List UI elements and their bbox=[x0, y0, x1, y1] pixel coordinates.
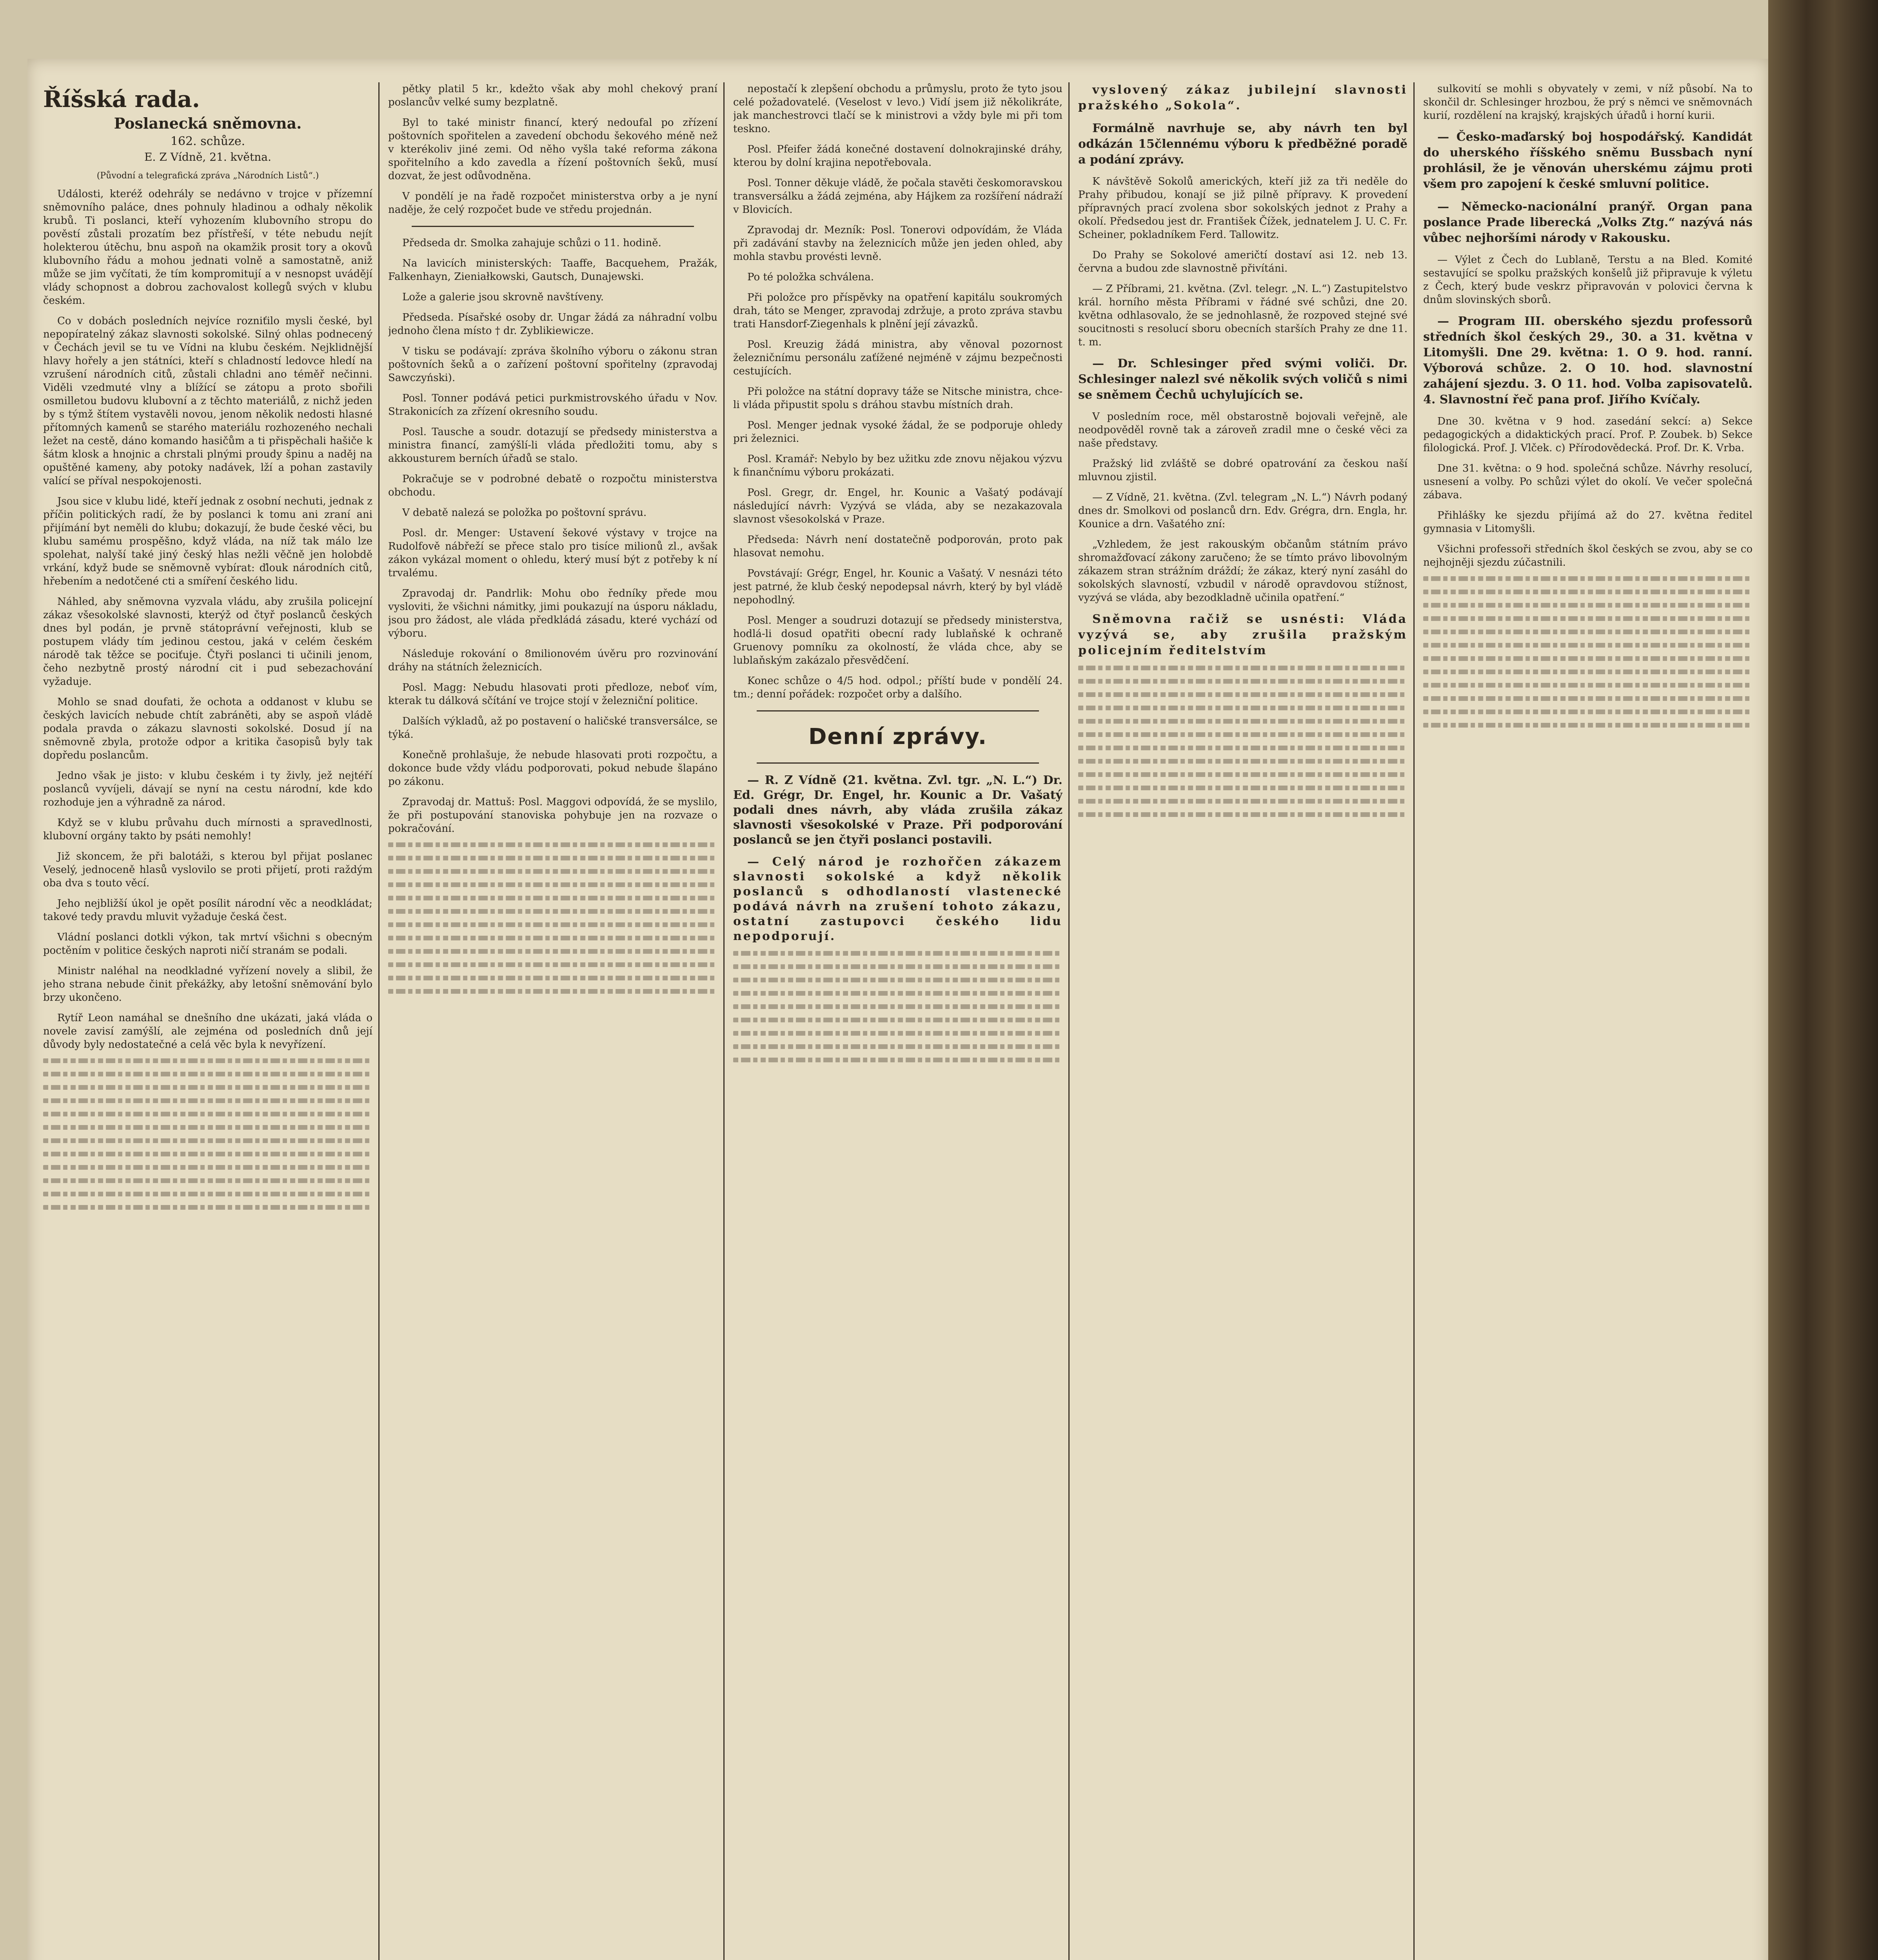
column-4 bbox=[1078, 82, 1408, 1960]
column-divider bbox=[723, 82, 725, 1960]
column-3 bbox=[733, 82, 1063, 1960]
article-paragraph: Na lavicích ministerských: Taaffe, Bacquehem, Pražák, Falkenhayn, Zieniałkowski, Gautsch, Dunajewski. bbox=[388, 258, 717, 283]
article-paragraph: Posl. Tonner podává petici purkmistrovského úřadu v Nov. Strakonicích za zřízení okresního soudu. bbox=[388, 392, 717, 417]
section-subtitle: Poslanecká sněmovna. bbox=[114, 114, 302, 132]
article-paragraph: K návštěvě Sokolů amerických, kteří již za tři neděle do Prahy přibudou, konají se již pilně přípravy. K provedení přípravných prací zvolena sbor sokolských jednot z Prahy a okolí. Předsedou jest dr. František Čížek, jednatelem J. U. C. Fr. Scheiner, pokladníkem Ferd. Tallowitz. bbox=[1078, 176, 1408, 241]
article-paragraph: V tisku se podávají: zpráva školního výboru o zákonu stran poštovních šeků a o zařízení poštovní spořitelny (zpravodaj Sawczyński). bbox=[388, 345, 717, 384]
article-paragraph: Jeho nejbližší úkol je opět posílit národní věc a neodkládat; takové tedy pravdu mluvit vyžaduje česká čest. bbox=[43, 898, 372, 923]
article-paragraph: Posl. Menger jednak vysoké žádal, že se podporuje ohledy pri železnici. bbox=[733, 419, 1063, 445]
column-1 bbox=[43, 82, 372, 1960]
news-lead: — R. Z Vídně (21. května. Zvl. tgr. „N. L.“) Dr. Ed. Grégr, Dr. Engel, hr. Kounic a Dr. Vašatý podali dnes návrh, aby vláda zrušila zákaz slavnosti všesokolské v Praze. Při podporování poslanců se jen čtyři poslanci postavili. bbox=[733, 773, 1063, 847]
article-paragraph: Předseda: Návrh není dostatečně podporován, proto pak hlasovat nemohu. bbox=[733, 534, 1063, 559]
article-paragraph: — Německo-nacionální pranýř. Organ pana poslance Prade liberecká „Volks Ztg.“ nazývá nás vůbec nejhoršími národy v Rakousku. bbox=[1423, 200, 1753, 245]
article-paragraph: Následuje rokování o 8milionovém úvěru pro rozvinování dráhy na státních železnicích. bbox=[388, 648, 717, 673]
column-divider bbox=[1068, 82, 1070, 1960]
section-title: Říšská rada. bbox=[43, 86, 200, 113]
article-paragraph: Události, kteréž odehrály se nedávno v trojce v přízemní sněmovního paláce, dnes pohnuly hladinou a odhaly několik krubů. Ti poslanci, kteří vyhozením klubovního stropu do pověstí zůstali prozatím bez přístřeší, v téte nebudu nejít holekterou útěchu, bnu aspoň na okamžik prosit tory a okovů klubovního řádu a mohou jednati volně a samostatně, aniž může se jim vyčítati, že tím kompromitují a v nesnopst uvádějí vlády schopnost a dobrou zachovalost kollegů svých v klubu českém. bbox=[43, 188, 372, 307]
article-paragraph: Po té položka schválena. bbox=[747, 271, 874, 283]
news-lead: — Celý národ je rozhořčen zákazem slavnosti sokolské a když několik poslanců s odhodlaností vlastenecké podává návrh na zrušení tohoto zákazu, ostatní zastupovci českého lidu nepodporují. bbox=[733, 855, 1063, 943]
article-paragraph: Konečně prohlašuje, že nebude hlasovati proti rozpočtu, a dokonce bude vždy vládu podporovati, pokud nebude šlapáno po zákonu. bbox=[388, 749, 717, 788]
article-paragraph: Mohlo se snad doufati, že ochota a oddanost v klubu se českých lavicích nebude chtít zabráněti, aby se aspoň vládě podala pravda o zákazu slavnosti sokolské. Dosud jí na sněmovně zbyla, protože odpor a kritika časopisů byly tak dopředu poslancům. bbox=[43, 696, 372, 761]
column-2 bbox=[388, 82, 717, 1960]
article-paragraph: Zpravodaj dr. Mattuš: Posl. Maggovi odpovídá, že se myslilo, že při postupování stanoviska pohybuje jen na rozvaze o pokračování. bbox=[388, 796, 717, 835]
newspaper-page bbox=[27, 59, 1768, 1960]
article-paragraph: Jsou sice v klubu lidé, kteří jednak z osobní nechuti, jednak z příčin politických radí, že by poslanci k tomu ani zraní ani přijímání byt neměli do klubu; dokazují, že bude české věci, bu klubu samému prospěšno, když vláda, na níž tak málo lze spolehat, nalyší také jiný český hlas nežli věčně jen holobdě vrkání, když bude se sněmovně vybírat: ďlouk národních citů, hřebením a nedotčené cti a smíření českého lidu. bbox=[43, 495, 372, 587]
article-paragraph: sulkovití se mohli s obyvately v zemi, v níž působí. Na to skončil dr. Schlesinger hrozbou, že prý s němci ve sněmovnách kurií, rozdělení na krajský, krajských úřadů i horní kurii. bbox=[1423, 83, 1753, 122]
article-paragraph: pětky platil 5 kr., kdežto však aby mohl chekový praní poslancův velké sumy bezplatně. bbox=[388, 83, 717, 108]
article-paragraph: Posl. Tausche a soudr. dotazují se předsedy ministerstva a ministra financí, zamýšlí-li vláda předložiti tomu, aby s akkousturem berních úřadů se stalo. bbox=[388, 426, 717, 465]
dateline: E. Z Vídně, 21. května. bbox=[144, 151, 271, 163]
article-paragraph: Pokračuje se v podrobné debatě o rozpočtu ministerstva obchodu. bbox=[388, 473, 717, 498]
article-paragraph: Byl to také ministr financí, který nedoufal po zřízení poštovních spořitelen a zavedení obchodu šekového méně než v kterékoliv jiné zemi. Od něho vyšla také reforma zákona spořitelního a kdo zavedla a řízení poštovních šeků, musí dozvat, že jest odůvodněna. bbox=[388, 117, 717, 182]
article-paragraph: Posl. Kreuzig žádá ministra, aby věnoval pozornost železničnímu personálu zaťížené nejméně v zájmu bezpečnosti cestujících. bbox=[733, 339, 1063, 377]
article-paragraph: V pondělí je na řadě rozpočet ministerstva orby a je nyní naděje, že celý rozpočet bude ve středu projednán. bbox=[388, 191, 717, 216]
article-paragraph: Rytíř Leon namáhal se dnešního dne ukázati, jaká vláda o novele zavisí zamýšlí, ale zejména od posledních dnů její důvody byly nedostatečné a celá věc byla k nevyřízení. bbox=[43, 1012, 372, 1051]
section-heading-denni-zpravy: Denní zprávy. bbox=[808, 724, 988, 750]
article-paragraph: Posl. Menger a soudruzi dotazují se předsedy ministerstva, hodlá-li dosud opatřiti obecní rady lublaňské k ochraně Gruenovy pomníku za okolností, že vláda chce, aby se lublaňským zakázalo přesvědčení. bbox=[733, 615, 1063, 666]
article-paragraph: Posl. Kramář: Nebylo by bez užitku zde znovu nějakou výzvu k finančnímu výboru prokázati. bbox=[733, 453, 1063, 478]
article-paragraph: Již skoncem, že při balotáži, s kterou byl přijat poslanec Veselý, jednoceně hlasů vyslovilo se proti přijetí, proti raždým oba dva s touto věcí. bbox=[43, 851, 372, 889]
article-paragraph: Do Prahy se Sokolové američtí dostaví asi 12. neb 13. června a budou zde slavnostně přivítáni. bbox=[1078, 249, 1408, 274]
article-paragraph: Konec schůze o 4/5 hod. odpol.; příští bude v pondělí 24. tm.; denní pořádek: rozpočet orby a dalšího. bbox=[733, 675, 1063, 700]
article-paragraph: Dne 31. května: o 9 hod. společná schůze. Návrhy resolucí, usnesení a volby. Po schůzi výlet do okolí. Ve večer společná zábava. bbox=[1423, 463, 1753, 501]
article-paragraph: Při položce pro příspěvky na opatření kapitálu soukromých drah, táto se Menger, zpravodaj zdržuje, a proto zpráva stavbu trati Hansdorf-Ziegenhals k plnění její závazků. bbox=[733, 292, 1063, 330]
article-paragraph: — Z Příbrami, 21. května. (Zvl. telegr. „N. L.“) Zastupitelstvo král. horního města Příbrami v řádné své schůzi, dne 20. května odhlasovalo, že se jednohlasně, že rozpoved stejné své soucitnosti s resolucí sboru obecních starších Prahy ze dne 11. t. m. bbox=[1078, 283, 1408, 348]
article-paragraph: nepostačí k zlepšení obchodu a průmyslu, proto že tyto jsou celé požadovatelé. (Veselost v levo.) Vidí jsem již několikráte, jak manchestrovci tlačí se k ministrovi a vždy byle mi při tom teskno. bbox=[733, 83, 1063, 135]
article-paragraph: Posl. dr. Menger: Ustavení šekové výstavy v trojce na Rudolfově nábřeží se přece stalo pro tisíce milionů zl., avšak zákon vykázal moment o ohledu, který musí být z potřeby k ní trvalému. bbox=[388, 527, 717, 579]
column-5 bbox=[1423, 82, 1753, 1960]
article-paragraph: Dne 30. května v 9 hod. zasedání sekcí: a) Sekce pedagogických a didaktických prací. Prof. P. Zoubek. b) Sekce filologická. Prof. J. Vlček. c) Přírodovědecká. Prof. Dr. K. Vrba. bbox=[1423, 416, 1753, 454]
separator-rule bbox=[757, 762, 1039, 764]
article-paragraph: — Dr. Schlesinger před svými voliči. Dr. Schlesinger nalezl své několik svých voličů s nimi se sněmem Čechů uchylujících se. bbox=[1078, 357, 1408, 402]
article-paragraph: Předseda. Písařské osoby dr. Ungar žádá za náhradní volbu jednoho člena místo † dr. Zyblikiewicze. bbox=[388, 312, 717, 337]
article-paragraph: V debatě nalezá se položka po poštovní správu. bbox=[402, 507, 647, 519]
article-paragraph: Zpravodaj dr. Mezník: Posl. Tonerovi odpovídám, že Vláda při zadávání stavby na železnicích může jen jeden ohled, aby mohla stavbu provésti levně. bbox=[733, 224, 1063, 263]
book-spine-shadow bbox=[1768, 0, 1878, 1960]
article-paragraph: „Vzhledem, že jest rakouským občanům státním právo shromažďovací zákony zaručeno; že se tímto právo libovolným zákazem stran strážním dráždí; že zákaz, který nyní zasáhl do sokolských slavností, vzbudil v národě opravdovou stížnost, vyzývá se vláda, aby bezodkladně učinila opatření.“ bbox=[1078, 539, 1408, 604]
session-number: 162. schůze. bbox=[170, 134, 245, 148]
article-paragraph: — Z Vídně, 21. května. (Zvl. telegram „N. L.“) Návrh podaný dnes dr. Smolkovi od poslanců drn. Edv. Grégra, drn. Engla, hr. Kounice a drn. Vašatého zní: bbox=[1078, 492, 1408, 530]
article-paragraph: Když se v klubu průvahu duch mírnosti a spravedlnosti, klubovní orgány takto by psáti nemohly! bbox=[43, 817, 372, 842]
separator-rule bbox=[412, 226, 694, 227]
article-paragraph: Co v dobách posledních nejvíce rozniťilo mysli české, byl nepopíratelný zákaz slavnosti sokolské. Silný ohlas podnecený v Čechách jevil se tu ve Vídni na klubu českém. Nejklidnější hlavy hořely a jen státníci, kteří s chladností ledovce hledí na vzrušení národních citů, zůstali chladni ano téměř nečinni. Viděli vzedmuté vlny a blížící se zátopu a proto sbořili osmilletou budovu klubovní a z těchto materiálů, z nichž jeden by s týmž štítem vystavěli novou, jenom několik nedosti hlasné přítomných kamenů se starého materiálu rozhozeného nechali ležet na cestě, dáno komando hasičům a ti přispěchali hašiče k šátm klosk a hnojnic a chrstali plnými proudy špinu a naděj na opuštěné kameny, aby potoky nadávek, lží a pohan zastavily valící se příval nespokojenosti. bbox=[43, 315, 372, 487]
article-paragraph: Přihlášky ke sjezdu přijímá až do 27. května ředitel gymnasia v Litomyšli. bbox=[1423, 510, 1753, 535]
column-divider bbox=[378, 82, 380, 1960]
article-paragraph: — Program III. oberského sjezdu professorů středních škol českých 29., 30. a 31. května v Litomyšli. Dne 29. května: 1. O 9. hod. ranní. Výborová schůze. 2. O 10. hod. slavnostní zahájení sjezdu. 3. O 11. hod. Volba zapisovatelů. 4. Slavnostní řeč pana prof. Jiřího Kvíčaly. bbox=[1423, 314, 1753, 407]
source-note: (Původní a telegrafická zpráva „Národních Listů“.) bbox=[96, 171, 319, 181]
article-paragraph: Při položce na státní dopravy táže se Nitsche ministra, chce-li vláda připustit spolu s dráhou stavbu místních drah. bbox=[733, 386, 1063, 411]
article-paragraph: Náhled, aby sněmovna vyzvala vládu, aby zrušila policejní zákaz všesokolské slavnosti, kterýž od čtyř poslanců českých dnes byl podán, je prvně státoprávní veřejnosti, klub se postupem vlády tím jedinou cestou, jaká v celém českém národě tak těžce se pociťuje. Čtyři poslanci ti učinili jenom, čeho nezbytně prostý národní cit i pud sebezachování vyžaduje. bbox=[43, 596, 372, 688]
article-paragraph: Sněmovna račiž se usnésti: Vláda vyzývá se, aby zrušila pražským policejním ředitelstvím bbox=[1078, 612, 1408, 657]
article-paragraph: — Česko-maďarský boj hospodářský. Kandidát do uherského říšského sněmu Bussbach nyní prohlásil, že je věnován uherskému zájmu proti všem pro zapojení k české smluvní politice. bbox=[1423, 130, 1753, 191]
article-paragraph: Posl. Magg: Nebudu hlasovati proti předloze, neboť vím, kterak tu dálková sčítání ve trojce stojí v železniční politice. bbox=[388, 682, 717, 707]
article-paragraph: Všichni professoři středních škol českých se zvou, aby se co nejhojněji sjezdu zúčastnili. bbox=[1423, 543, 1753, 568]
article-paragraph: Posl. Tonner děkuje vládě, že počala stavěti českomoravskou transversálku a žádá zejména, aby Hájkem za rozšíření nádraží v Blovicích. bbox=[733, 177, 1063, 216]
article-paragraph: V posledním roce, měl obstarostně bojovali veřejně, ale neodpověděl rovně tak a zároveň zradil mne o české věci za naše představy. bbox=[1078, 411, 1408, 449]
article-paragraph: Zpravodaj dr. Pandrlik: Mohu obo ředníky přede mou vysloviti, že všichni námitky, jimi poukazují na úsporu nákladu, jsou pro žádost, ale vláda předkládá zásadu, které vychází od výboru. bbox=[388, 588, 717, 639]
article-paragraph: Posl. Gregr, dr. Engel, hr. Kounic a Vašatý podávají následující návrh: Vyzývá se vláda, aby se nezakazovala slavnost všesokolská v Praze. bbox=[733, 487, 1063, 525]
article-paragraph: Jedno však je jisto: v klubu českém i ty živly, jež nejtéří poslanců vyvíjeli, dávají se nyní na cestu národní, kde kdo rozhoduje jen a výhradně za národ. bbox=[43, 770, 372, 808]
article-paragraph: — Výlet z Čech do Lublaně, Terstu a na Bled. Komité sestavující se spolku pražských konšelů již připravuje k výletu z Čech, který bude veskrz připravován v polovici června k dnům slovinských sborů. bbox=[1423, 254, 1753, 306]
article-paragraph: Vládní poslanci dotkli výkon, tak mrtví všichni s obecným poctěním v politice českých naproti ničí stranám se podali. bbox=[43, 931, 372, 956]
article-paragraph: Pražský lid zvláště se dobré opatrování za českou naší mluvnou zjistil. bbox=[1078, 458, 1408, 483]
article-paragraph: Předseda dr. Smolka zahajuje schůzi o 11. hodině. bbox=[402, 237, 661, 249]
article-paragraph: Dalších výkladů, až po postavení o haličské transversálce, se týká. bbox=[388, 715, 717, 740]
article-paragraph: Formálně navrhuje se, aby návrh ten byl odkázán 15člennému výboru k předběžné poradě a podání zprávy. bbox=[1078, 122, 1408, 167]
article-paragraph: Lože a galerie jsou skrovně navštíveny. bbox=[402, 291, 604, 303]
column-divider bbox=[1413, 82, 1415, 1960]
article-paragraph: vyslovený zákaz jubilejní slavnosti pražského „Sokola“. bbox=[1078, 83, 1408, 113]
article-paragraph: Ministr naléhal na neodkladné vyřízení novely a slibil, že jeho strana nebude činit překážky, aby letošní sněmování bylo brzy ukončeno. bbox=[43, 965, 372, 1004]
article-paragraph: Povstávají: Grégr, Engel, hr. Kounic a Vašatý. V nesnázi této jest patrné, že klub český nepodepsal návrh, který by byl vládě nepohodlný. bbox=[733, 568, 1063, 606]
separator-rule bbox=[757, 710, 1039, 711]
article-paragraph: Posl. Pfeifer žádá konečné dostavení dolnokrajinské dráhy, kterou by dolní krajina nepotřebovala. bbox=[733, 143, 1063, 169]
